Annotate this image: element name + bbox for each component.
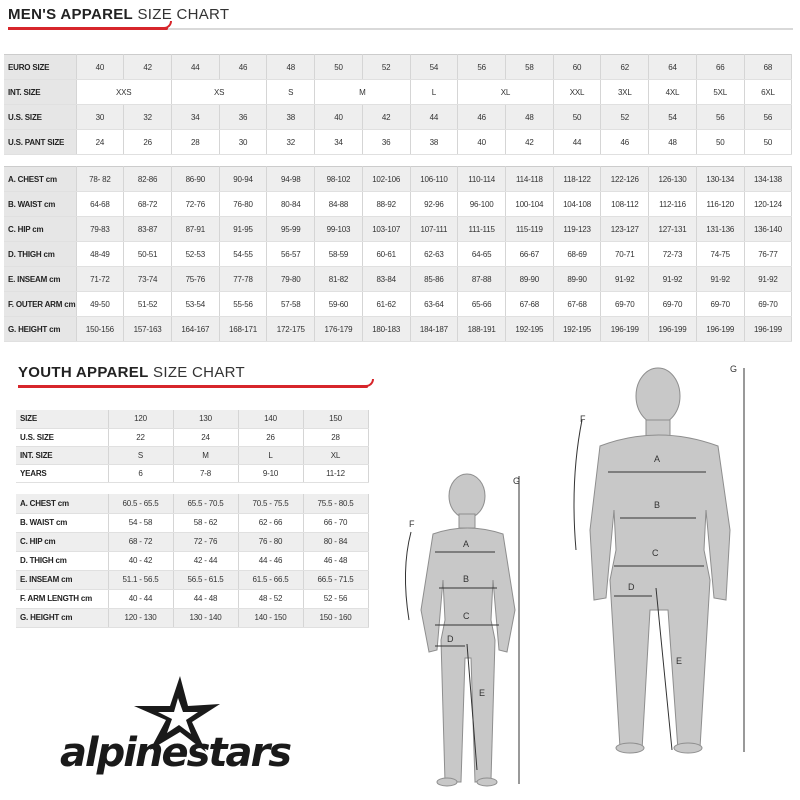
men-measure-row bbox=[4, 217, 792, 242]
youth-size-row bbox=[16, 464, 368, 482]
men-size-cell: 62 bbox=[601, 55, 649, 80]
men-measure-cell: 114-118 bbox=[505, 167, 553, 192]
youth-measure-cell: 56.5 - 61.5 bbox=[173, 570, 238, 589]
youth-measure-row-label: A. CHEST cm bbox=[16, 494, 108, 513]
youth-size-cell: 6 bbox=[108, 464, 173, 482]
men-measure-cell: 48-49 bbox=[76, 242, 124, 267]
men-measure-cell: 56-57 bbox=[267, 242, 315, 267]
youth-title-accent-bar bbox=[18, 385, 368, 388]
youth-measure-row bbox=[16, 551, 368, 570]
youth-measure-cell: 120 - 130 bbox=[108, 608, 173, 627]
youth-measure-cell: 61.5 - 66.5 bbox=[238, 570, 303, 589]
men-measure-row-label: D. THIGH cm bbox=[4, 242, 76, 267]
men-size-cell: 50 bbox=[315, 55, 363, 80]
men-size-cell: 42 bbox=[362, 105, 410, 130]
youth-size-cell: 150 bbox=[303, 410, 368, 428]
men-size-cell: 60 bbox=[553, 55, 601, 80]
youth-measure-cell: 130 - 140 bbox=[173, 608, 238, 627]
men-measure-cell: 62-63 bbox=[410, 242, 458, 267]
men-title-accent-bar bbox=[8, 27, 168, 30]
youth-marker-e: E bbox=[479, 688, 486, 698]
men-measure-cell: 120-124 bbox=[744, 192, 792, 217]
youth-measure-cell: 52 - 56 bbox=[303, 589, 368, 608]
youth-size-row bbox=[16, 446, 368, 464]
men-size-cell: 36 bbox=[219, 105, 267, 130]
youth-measure-cell: 44 - 46 bbox=[238, 551, 303, 570]
men-measure-cell: 192-195 bbox=[553, 317, 601, 342]
youth-measure-cell: 42 - 44 bbox=[173, 551, 238, 570]
men-measure-cell: 91-92 bbox=[649, 267, 697, 292]
men-measure-cell: 91-92 bbox=[696, 267, 744, 292]
men-size-cell: 46 bbox=[219, 55, 267, 80]
men-measure-cell: 126-130 bbox=[649, 167, 697, 192]
men-measure-cell: 134-138 bbox=[744, 167, 792, 192]
men-measure-cell: 119-123 bbox=[553, 217, 601, 242]
men-marker-a: A bbox=[654, 454, 661, 464]
youth-measure-cell: 48 - 52 bbox=[238, 589, 303, 608]
men-size-table bbox=[4, 54, 792, 155]
men-measure-cell: 83-84 bbox=[362, 267, 410, 292]
men-size-cell: L bbox=[410, 80, 458, 105]
men-measure-cell: 104-108 bbox=[553, 192, 601, 217]
men-measure-cell: 91-92 bbox=[744, 267, 792, 292]
youth-marker-g: G bbox=[513, 476, 521, 486]
youth-marker-a: A bbox=[463, 539, 470, 549]
men-size-cell: 44 bbox=[553, 130, 601, 155]
youth-measure-cell: 75.5 - 80.5 bbox=[303, 494, 368, 513]
men-measure-cell: 52-53 bbox=[171, 242, 219, 267]
men-measure-row bbox=[4, 317, 792, 342]
men-size-cell: 28 bbox=[171, 130, 219, 155]
youth-measure-cell: 46 - 48 bbox=[303, 551, 368, 570]
men-size-cell: XXS bbox=[76, 80, 171, 105]
men-measure-cell: 81-82 bbox=[315, 267, 363, 292]
men-measure-cell: 69-70 bbox=[696, 292, 744, 317]
men-measurement-table bbox=[4, 166, 792, 342]
men-size-row bbox=[4, 55, 792, 80]
men-measure-row-label: C. HIP cm bbox=[4, 217, 76, 242]
men-measure-cell: 196-199 bbox=[696, 317, 744, 342]
youth-size-row bbox=[16, 410, 368, 428]
men-size-cell: 5XL bbox=[696, 80, 744, 105]
youth-chart-title bbox=[18, 364, 245, 381]
men-size-cell: 44 bbox=[171, 55, 219, 80]
men-size-cell: 50 bbox=[553, 105, 601, 130]
men-size-cell: 50 bbox=[696, 130, 744, 155]
men-size-cell: 40 bbox=[76, 55, 124, 80]
youth-measure-cell: 65.5 - 70.5 bbox=[173, 494, 238, 513]
youth-measure-cell: 66.5 - 71.5 bbox=[303, 570, 368, 589]
youth-size-cell: 28 bbox=[303, 428, 368, 446]
youth-size-row-label: U.S. SIZE bbox=[16, 428, 108, 446]
men-size-cell: XL bbox=[458, 80, 553, 105]
men-measure-cell: 87-91 bbox=[171, 217, 219, 242]
youth-measure-row bbox=[16, 570, 368, 589]
alpinestars-logo-mark bbox=[30, 668, 320, 788]
men-measure-cell: 72-76 bbox=[171, 192, 219, 217]
men-size-cell: 38 bbox=[267, 105, 315, 130]
men-size-cell: 54 bbox=[410, 55, 458, 80]
youth-measure-cell: 66 - 70 bbox=[303, 513, 368, 532]
men-measure-row-label: G. HEIGHT cm bbox=[4, 317, 76, 342]
men-measure-cell: 115-119 bbox=[505, 217, 553, 242]
youth-measure-row-label: C. HIP cm bbox=[16, 532, 108, 551]
men-size-cell: 48 bbox=[505, 105, 553, 130]
men-size-cell: 66 bbox=[696, 55, 744, 80]
men-size-cell: 48 bbox=[649, 130, 697, 155]
youth-measure-cell: 68 - 72 bbox=[108, 532, 173, 551]
men-measure-cell: 136-140 bbox=[744, 217, 792, 242]
youth-measurement-table bbox=[16, 494, 369, 628]
youth-body-figure bbox=[395, 470, 540, 790]
youth-size-cell: 11-12 bbox=[303, 464, 368, 482]
youth-size-cell: 120 bbox=[108, 410, 173, 428]
men-measure-cell: 54-55 bbox=[219, 242, 267, 267]
youth-marker-c: C bbox=[463, 611, 470, 621]
youth-measure-cell: 44 - 48 bbox=[173, 589, 238, 608]
men-marker-d: D bbox=[628, 582, 635, 592]
men-measure-cell: 91-92 bbox=[601, 267, 649, 292]
men-measure-cell: 70-71 bbox=[601, 242, 649, 267]
men-measure-cell: 88-92 bbox=[362, 192, 410, 217]
men-size-cell: 54 bbox=[649, 105, 697, 130]
youth-size-cell: 130 bbox=[173, 410, 238, 428]
men-measure-cell: 68-72 bbox=[124, 192, 172, 217]
youth-measure-row-label: F. ARM LENGTH cm bbox=[16, 589, 108, 608]
men-size-cell: 68 bbox=[744, 55, 792, 80]
youth-size-row-label: INT. SIZE bbox=[16, 446, 108, 464]
alpinestars-wordmark: alpinestars bbox=[59, 730, 291, 776]
men-measure-cell: 69-70 bbox=[601, 292, 649, 317]
men-size-cell: S bbox=[267, 80, 315, 105]
men-size-cell: XS bbox=[171, 80, 266, 105]
men-measure-cell: 168-171 bbox=[219, 317, 267, 342]
men-measure-cell: 94-98 bbox=[267, 167, 315, 192]
men-measure-cell: 96-100 bbox=[458, 192, 506, 217]
youth-measure-cell: 70.5 - 75.5 bbox=[238, 494, 303, 513]
men-size-cell: 32 bbox=[267, 130, 315, 155]
men-measure-cell: 72-73 bbox=[649, 242, 697, 267]
men-measure-cell: 188-191 bbox=[458, 317, 506, 342]
men-size-cell: 58 bbox=[505, 55, 553, 80]
youth-measure-row-label: E. INSEAM cm bbox=[16, 570, 108, 589]
men-size-cell: 34 bbox=[171, 105, 219, 130]
youth-measure-cell: 140 - 150 bbox=[238, 608, 303, 627]
men-measure-cell: 157-163 bbox=[124, 317, 172, 342]
youth-measure-cell: 51.1 - 56.5 bbox=[108, 570, 173, 589]
men-measure-cell: 69-70 bbox=[744, 292, 792, 317]
men-size-cell: 6XL bbox=[744, 80, 792, 105]
men-measure-cell: 108-112 bbox=[601, 192, 649, 217]
men-measure-cell: 59-60 bbox=[315, 292, 363, 317]
men-measure-cell: 111-115 bbox=[458, 217, 506, 242]
men-title-bold: MEN'S APPAREL bbox=[8, 6, 133, 23]
men-measure-cell: 98-102 bbox=[315, 167, 363, 192]
youth-size-cell: S bbox=[108, 446, 173, 464]
men-measure-row bbox=[4, 292, 792, 317]
men-measure-cell: 116-120 bbox=[696, 192, 744, 217]
youth-measure-cell: 40 - 42 bbox=[108, 551, 173, 570]
men-marker-f: F bbox=[580, 414, 586, 424]
men-measure-cell: 106-110 bbox=[410, 167, 458, 192]
men-size-row bbox=[4, 80, 792, 105]
men-size-cell: 30 bbox=[76, 105, 124, 130]
men-measure-cell: 67-68 bbox=[505, 292, 553, 317]
men-measure-cell: 90-94 bbox=[219, 167, 267, 192]
men-measure-cell: 86-90 bbox=[171, 167, 219, 192]
men-measure-row-label: E. INSEAM cm bbox=[4, 267, 76, 292]
men-measure-cell: 69-70 bbox=[649, 292, 697, 317]
men-measure-cell: 99-103 bbox=[315, 217, 363, 242]
men-measure-cell: 79-83 bbox=[76, 217, 124, 242]
men-size-cell: 56 bbox=[744, 105, 792, 130]
youth-measure-row bbox=[16, 513, 368, 532]
men-size-cell: 44 bbox=[410, 105, 458, 130]
men-measure-cell: 102-106 bbox=[362, 167, 410, 192]
men-measure-row-label: A. CHEST cm bbox=[4, 167, 76, 192]
men-measure-row bbox=[4, 242, 792, 267]
men-measure-cell: 66-67 bbox=[505, 242, 553, 267]
men-measure-cell: 53-54 bbox=[171, 292, 219, 317]
men-measure-cell: 51-52 bbox=[124, 292, 172, 317]
men-measure-row-label: B. WAIST cm bbox=[4, 192, 76, 217]
men-measure-cell: 127-131 bbox=[649, 217, 697, 242]
men-measure-cell: 192-195 bbox=[505, 317, 553, 342]
men-size-cell: 30 bbox=[219, 130, 267, 155]
men-measure-cell: 79-80 bbox=[267, 267, 315, 292]
youth-measure-cell: 62 - 66 bbox=[238, 513, 303, 532]
men-measure-cell: 196-199 bbox=[601, 317, 649, 342]
men-measure-cell: 77-78 bbox=[219, 267, 267, 292]
youth-measure-row bbox=[16, 589, 368, 608]
men-measure-cell: 63-64 bbox=[410, 292, 458, 317]
men-size-cell: 52 bbox=[601, 105, 649, 130]
men-measure-row bbox=[4, 167, 792, 192]
men-measure-cell: 85-86 bbox=[410, 267, 458, 292]
youth-body-diagram bbox=[395, 470, 540, 790]
youth-size-cell: L bbox=[238, 446, 303, 464]
youth-measure-cell: 40 - 44 bbox=[108, 589, 173, 608]
youth-size-cell: 140 bbox=[238, 410, 303, 428]
men-measure-cell: 91-95 bbox=[219, 217, 267, 242]
men-measure-cell: 50-51 bbox=[124, 242, 172, 267]
youth-size-cell: 9-10 bbox=[238, 464, 303, 482]
alpinestars-logo bbox=[30, 668, 320, 788]
men-size-row-label: INT. SIZE bbox=[4, 80, 76, 105]
men-measure-cell: 95-99 bbox=[267, 217, 315, 242]
men-measure-cell: 82-86 bbox=[124, 167, 172, 192]
men-size-row bbox=[4, 130, 792, 155]
youth-measure-cell: 72 - 76 bbox=[173, 532, 238, 551]
men-measure-cell: 61-62 bbox=[362, 292, 410, 317]
youth-measure-cell: 58 - 62 bbox=[173, 513, 238, 532]
men-measure-cell: 64-68 bbox=[76, 192, 124, 217]
youth-size-cell: 26 bbox=[238, 428, 303, 446]
men-size-cell: 26 bbox=[124, 130, 172, 155]
men-body-figure bbox=[560, 360, 760, 755]
men-measure-cell: 68-69 bbox=[553, 242, 601, 267]
youth-size-table bbox=[16, 410, 369, 483]
youth-marker-f: F bbox=[409, 519, 415, 529]
men-size-cell: 64 bbox=[649, 55, 697, 80]
men-measure-cell: 123-127 bbox=[601, 217, 649, 242]
youth-measure-row-label: D. THIGH cm bbox=[16, 551, 108, 570]
men-size-cell: 56 bbox=[458, 55, 506, 80]
men-measure-cell: 172-175 bbox=[267, 317, 315, 342]
men-size-cell: 3XL bbox=[601, 80, 649, 105]
men-measure-cell: 176-179 bbox=[315, 317, 363, 342]
men-size-cell: 50 bbox=[744, 130, 792, 155]
men-measure-cell: 100-104 bbox=[505, 192, 553, 217]
men-chart-title bbox=[8, 6, 229, 23]
men-measure-cell: 110-114 bbox=[458, 167, 506, 192]
youth-measure-row bbox=[16, 608, 368, 627]
men-measure-cell: 67-68 bbox=[553, 292, 601, 317]
men-size-cell: 52 bbox=[362, 55, 410, 80]
men-measure-cell: 80-84 bbox=[267, 192, 315, 217]
men-size-cell: XXL bbox=[553, 80, 601, 105]
men-measure-cell: 84-88 bbox=[315, 192, 363, 217]
men-size-cell: 48 bbox=[267, 55, 315, 80]
men-measure-cell: 89-90 bbox=[553, 267, 601, 292]
men-size-cell: 42 bbox=[505, 130, 553, 155]
men-body-diagram bbox=[560, 360, 760, 755]
men-measure-cell: 89-90 bbox=[505, 267, 553, 292]
men-marker-c: C bbox=[652, 548, 659, 558]
men-measure-cell: 64-65 bbox=[458, 242, 506, 267]
men-measure-cell: 74-75 bbox=[696, 242, 744, 267]
youth-measure-row-label: B. WAIST cm bbox=[16, 513, 108, 532]
men-size-cell: 46 bbox=[601, 130, 649, 155]
men-size-cell: 24 bbox=[76, 130, 124, 155]
youth-measure-cell: 150 - 160 bbox=[303, 608, 368, 627]
men-title-light: SIZE CHART bbox=[137, 6, 230, 23]
youth-size-row bbox=[16, 428, 368, 446]
men-measure-cell: 164-167 bbox=[171, 317, 219, 342]
men-measure-cell: 150-156 bbox=[76, 317, 124, 342]
youth-measure-cell: 54 - 58 bbox=[108, 513, 173, 532]
men-marker-g: G bbox=[730, 364, 738, 374]
men-measure-cell: 92-96 bbox=[410, 192, 458, 217]
men-measure-cell: 58-59 bbox=[315, 242, 363, 267]
youth-marker-d: D bbox=[447, 634, 454, 644]
youth-size-cell: 22 bbox=[108, 428, 173, 446]
youth-measure-cell: 76 - 80 bbox=[238, 532, 303, 551]
men-size-cell: 38 bbox=[410, 130, 458, 155]
men-measure-cell: 196-199 bbox=[744, 317, 792, 342]
men-measure-cell: 107-111 bbox=[410, 217, 458, 242]
men-size-cell: 36 bbox=[362, 130, 410, 155]
men-marker-b: B bbox=[654, 500, 661, 510]
men-measure-cell: 130-134 bbox=[696, 167, 744, 192]
youth-measure-row bbox=[16, 532, 368, 551]
youth-title-accent-curl bbox=[362, 379, 374, 387]
men-measure-cell: 75-76 bbox=[171, 267, 219, 292]
men-measure-cell: 131-136 bbox=[696, 217, 744, 242]
men-measure-cell: 83-87 bbox=[124, 217, 172, 242]
youth-measure-row-label: G. HEIGHT cm bbox=[16, 608, 108, 627]
youth-measure-row bbox=[16, 494, 368, 513]
men-measure-cell: 71-72 bbox=[76, 267, 124, 292]
men-measure-cell: 57-58 bbox=[267, 292, 315, 317]
men-measure-cell: 60-61 bbox=[362, 242, 410, 267]
youth-title-bold: YOUTH APPAREL bbox=[18, 364, 149, 381]
men-size-cell: 46 bbox=[458, 105, 506, 130]
men-size-cell: 40 bbox=[458, 130, 506, 155]
youth-size-cell: XL bbox=[303, 446, 368, 464]
youth-size-row-label: SIZE bbox=[16, 410, 108, 428]
men-measure-cell: 76-77 bbox=[744, 242, 792, 267]
youth-measure-cell: 80 - 84 bbox=[303, 532, 368, 551]
men-measure-cell: 103-107 bbox=[362, 217, 410, 242]
men-size-row-label: EURO SIZE bbox=[4, 55, 76, 80]
men-size-row-label: U.S. PANT SIZE bbox=[4, 130, 76, 155]
men-measure-row bbox=[4, 192, 792, 217]
men-marker-e: E bbox=[676, 656, 683, 666]
men-measure-cell: 118-122 bbox=[553, 167, 601, 192]
youth-size-cell: 24 bbox=[173, 428, 238, 446]
men-measure-cell: 122-126 bbox=[601, 167, 649, 192]
men-measure-row-label: F. OUTER ARM cm bbox=[4, 292, 76, 317]
men-size-cell: 40 bbox=[315, 105, 363, 130]
men-size-cell: M bbox=[315, 80, 410, 105]
men-size-cell: 34 bbox=[315, 130, 363, 155]
men-size-row-label: U.S. SIZE bbox=[4, 105, 76, 130]
youth-marker-b: B bbox=[463, 574, 470, 584]
youth-size-cell: 7-8 bbox=[173, 464, 238, 482]
men-size-cell: 42 bbox=[124, 55, 172, 80]
men-measure-cell: 184-187 bbox=[410, 317, 458, 342]
men-measure-row bbox=[4, 267, 792, 292]
men-measure-cell: 55-56 bbox=[219, 292, 267, 317]
men-measure-cell: 73-74 bbox=[124, 267, 172, 292]
men-measure-cell: 87-88 bbox=[458, 267, 506, 292]
youth-measure-cell: 60.5 - 65.5 bbox=[108, 494, 173, 513]
men-size-row bbox=[4, 105, 792, 130]
men-measure-cell: 76-80 bbox=[219, 192, 267, 217]
men-measure-cell: 196-199 bbox=[649, 317, 697, 342]
men-measure-cell: 112-116 bbox=[649, 192, 697, 217]
youth-size-row-label: YEARS bbox=[16, 464, 108, 482]
men-measure-cell: 78- 82 bbox=[76, 167, 124, 192]
men-measure-cell: 49-50 bbox=[76, 292, 124, 317]
men-measure-cell: 180-183 bbox=[362, 317, 410, 342]
men-measure-cell: 65-66 bbox=[458, 292, 506, 317]
men-size-cell: 32 bbox=[124, 105, 172, 130]
men-size-cell: 4XL bbox=[649, 80, 697, 105]
youth-size-cell: M bbox=[173, 446, 238, 464]
youth-title-light: SIZE CHART bbox=[153, 364, 245, 381]
men-size-cell: 56 bbox=[696, 105, 744, 130]
